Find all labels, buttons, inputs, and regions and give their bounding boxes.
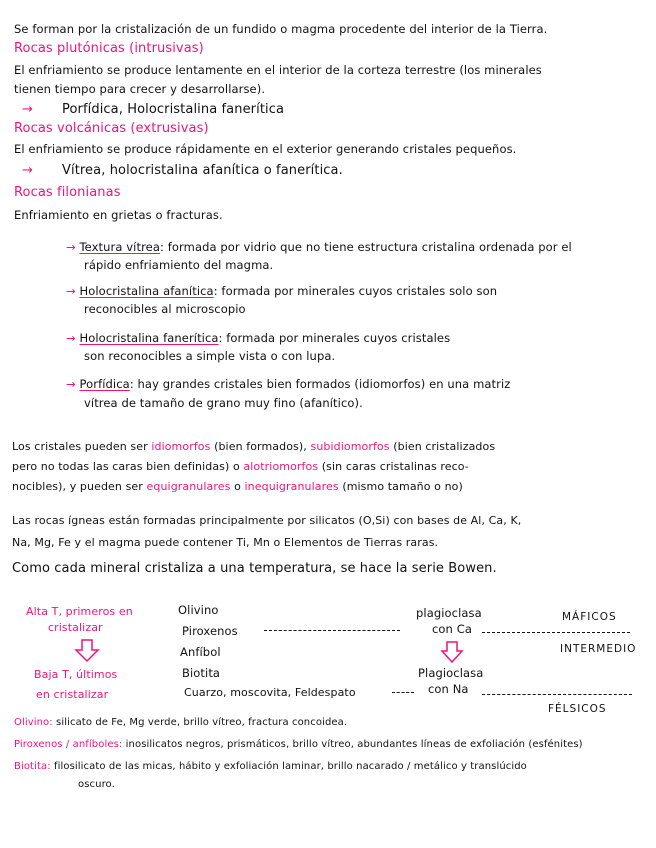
crystals-text: (sin caras cristalinas reco- (321, 460, 469, 473)
crystals-text: pero no todas las caras bien definidas) o (12, 460, 240, 473)
texture-desc: : formada por vidrio que no tiene estructura cristalina ordenada por el (160, 240, 572, 254)
crystals-line-2 (12, 460, 469, 474)
mineral-biotita: Biotita (182, 666, 221, 680)
down-arrow-icon (74, 638, 100, 664)
volcanic-title: Rocas volcánicas (extrusivas) (14, 121, 209, 136)
note-text: silicato de Fe, Mg verde, brillo vítreo, fractura concoidea. (56, 717, 348, 728)
crystals-text: (mismo tamaño o no) (342, 480, 463, 493)
composition-line-1: Las rocas ígneas están formadas principalmente por silicatos (O,Si) con bases de Al, Ca, K, (12, 514, 522, 527)
term-idiomorfos: idiomorfos (151, 440, 211, 453)
bowen-intro: Como cada mineral cristaliza a una temperatura, se hace la serie Bowen. (12, 561, 497, 576)
texture-porfidica-line-2: vítrea de tamaño de grano muy fino (afanítico). (84, 396, 363, 410)
dashed-line (482, 632, 630, 633)
term-subidiomorfos: subidiomorfos (310, 440, 390, 453)
mafic-label: MÁFICOS (562, 611, 617, 623)
low-temp-label-2: en cristalizar (36, 688, 109, 701)
dashed-line (482, 694, 632, 695)
low-temp-label-1: Baja T, últimos (34, 668, 118, 681)
note-piroxenos (14, 738, 583, 752)
texture-desc: : hay grandes cristales bien formados (idiomorfos) en una matriz (129, 377, 511, 391)
texture-name: Holocristalina afanítica (79, 284, 214, 298)
term-inequigranulares: inequigranulares (244, 480, 339, 493)
plutonic-title: Rocas plutónicas (intrusivas) (14, 41, 204, 56)
high-temp-label-1: Alta T, primeros en (26, 605, 133, 618)
plutonic-textures: Porfídica, Holocristalina fanerítica (62, 102, 285, 117)
dashed-line (392, 692, 414, 693)
crystals-line-1 (12, 440, 495, 454)
bullet-arrow-icon: → (66, 240, 80, 254)
texture-desc: : formada por minerales cuyos cristales solo son (213, 284, 498, 298)
texture-item-porfidica (66, 377, 510, 391)
note-biotita-line-2: oscuro. (78, 779, 115, 790)
plagioclase-ca-1: plagioclasa (416, 606, 482, 620)
texture-name: Porfídica (79, 377, 130, 391)
note-label: Piroxenos / anfíboles: (14, 739, 123, 750)
mineral-olivino: Olivino (178, 603, 219, 617)
texture-afanitica-line-2: reconocibles al microscopio (84, 302, 246, 316)
bullet-arrow-icon: → (66, 284, 80, 298)
plagioclase-na-1: Plagioclasa (418, 666, 484, 680)
crystals-text: nocibles), y pueden ser (12, 480, 143, 493)
plagioclase-ca-2: con Ca (432, 622, 472, 636)
note-biotita (14, 760, 527, 774)
mineral-piroxenos: Piroxenos (182, 624, 238, 638)
high-temp-label-2: cristalizar (48, 621, 103, 634)
volcanic-line-1: El enfriamiento se produce rápidamente en el exterior generando cristales pequeños. (14, 142, 517, 156)
volcanic-arrow-icon: → (22, 163, 33, 178)
term-equigranulares: equigranulares (146, 480, 231, 493)
crystals-text: Los cristales pueden ser (12, 440, 148, 453)
intro-text: Se forman por la cristalización de un fundido o magma procedente del interior de la Tierra. (14, 22, 548, 36)
dashed-line (264, 630, 400, 631)
intermediate-label: INTERMEDIO (560, 643, 637, 655)
texture-desc: : formada por minerales cuyos cristales (218, 331, 451, 345)
crystals-text: (bien formados), (214, 440, 307, 453)
texture-name: Textura vítrea (79, 240, 160, 254)
note-label: Biotita: (14, 761, 51, 772)
mineral-anfibol: Anfíbol (180, 645, 221, 659)
plutonic-line-1: El enfriamiento se produce lentamente en el interior de la corteza terrestre (los minerales (14, 63, 542, 77)
bullet-arrow-icon: → (66, 377, 80, 391)
texture-name: Holocristalina fanerítica (79, 331, 219, 345)
plutonic-arrow-icon: → (22, 102, 33, 117)
composition-line-2: Na, Mg, Fe y el magma puede contener Ti, Mn o Elementos de Tierras raras. (12, 536, 439, 549)
mineral-felsic-group: Cuarzo, moscovita, Feldespato (184, 686, 356, 699)
note-label: Olivino: (14, 717, 53, 728)
felsic-label: FÉLSICOS (548, 703, 607, 715)
texture-item-vitrea (66, 240, 572, 254)
crystals-text: (bien cristalizados (393, 440, 496, 453)
term-alotriomorfos: alotriomorfos (243, 460, 319, 473)
plagioclase-na-2: con Na (428, 682, 469, 696)
texture-item-faneritica (66, 331, 450, 345)
crystals-text: o (234, 480, 241, 493)
texture-vitrea-line-2: rápido enfriamiento del magma. (84, 258, 274, 272)
texture-item-afanitica (66, 284, 497, 298)
dike-line-1: Enfriamiento en grietas o fracturas. (14, 208, 223, 222)
plutonic-line-2: tienen tiempo para crecer y desarrollarse). (14, 82, 266, 96)
note-olivino (14, 716, 347, 730)
crystals-line-3 (12, 480, 463, 494)
dike-title: Rocas filonianas (14, 185, 121, 200)
texture-faneritica-line-2: son reconocibles a simple vista o con lupa. (84, 349, 336, 363)
down-arrow-icon (440, 640, 464, 664)
bullet-arrow-icon: → (66, 331, 80, 345)
volcanic-textures: Vítrea, holocristalina afanítica o fanerítica. (62, 163, 343, 178)
note-text: inosilicatos negros, prismáticos, brillo vítreo, abundantes líneas de exfoliación (esfénites) (125, 739, 583, 750)
note-text: filosilicato de las micas, hábito y exfoliación laminar, brillo nacarado / metálico y translúcido (53, 761, 527, 772)
